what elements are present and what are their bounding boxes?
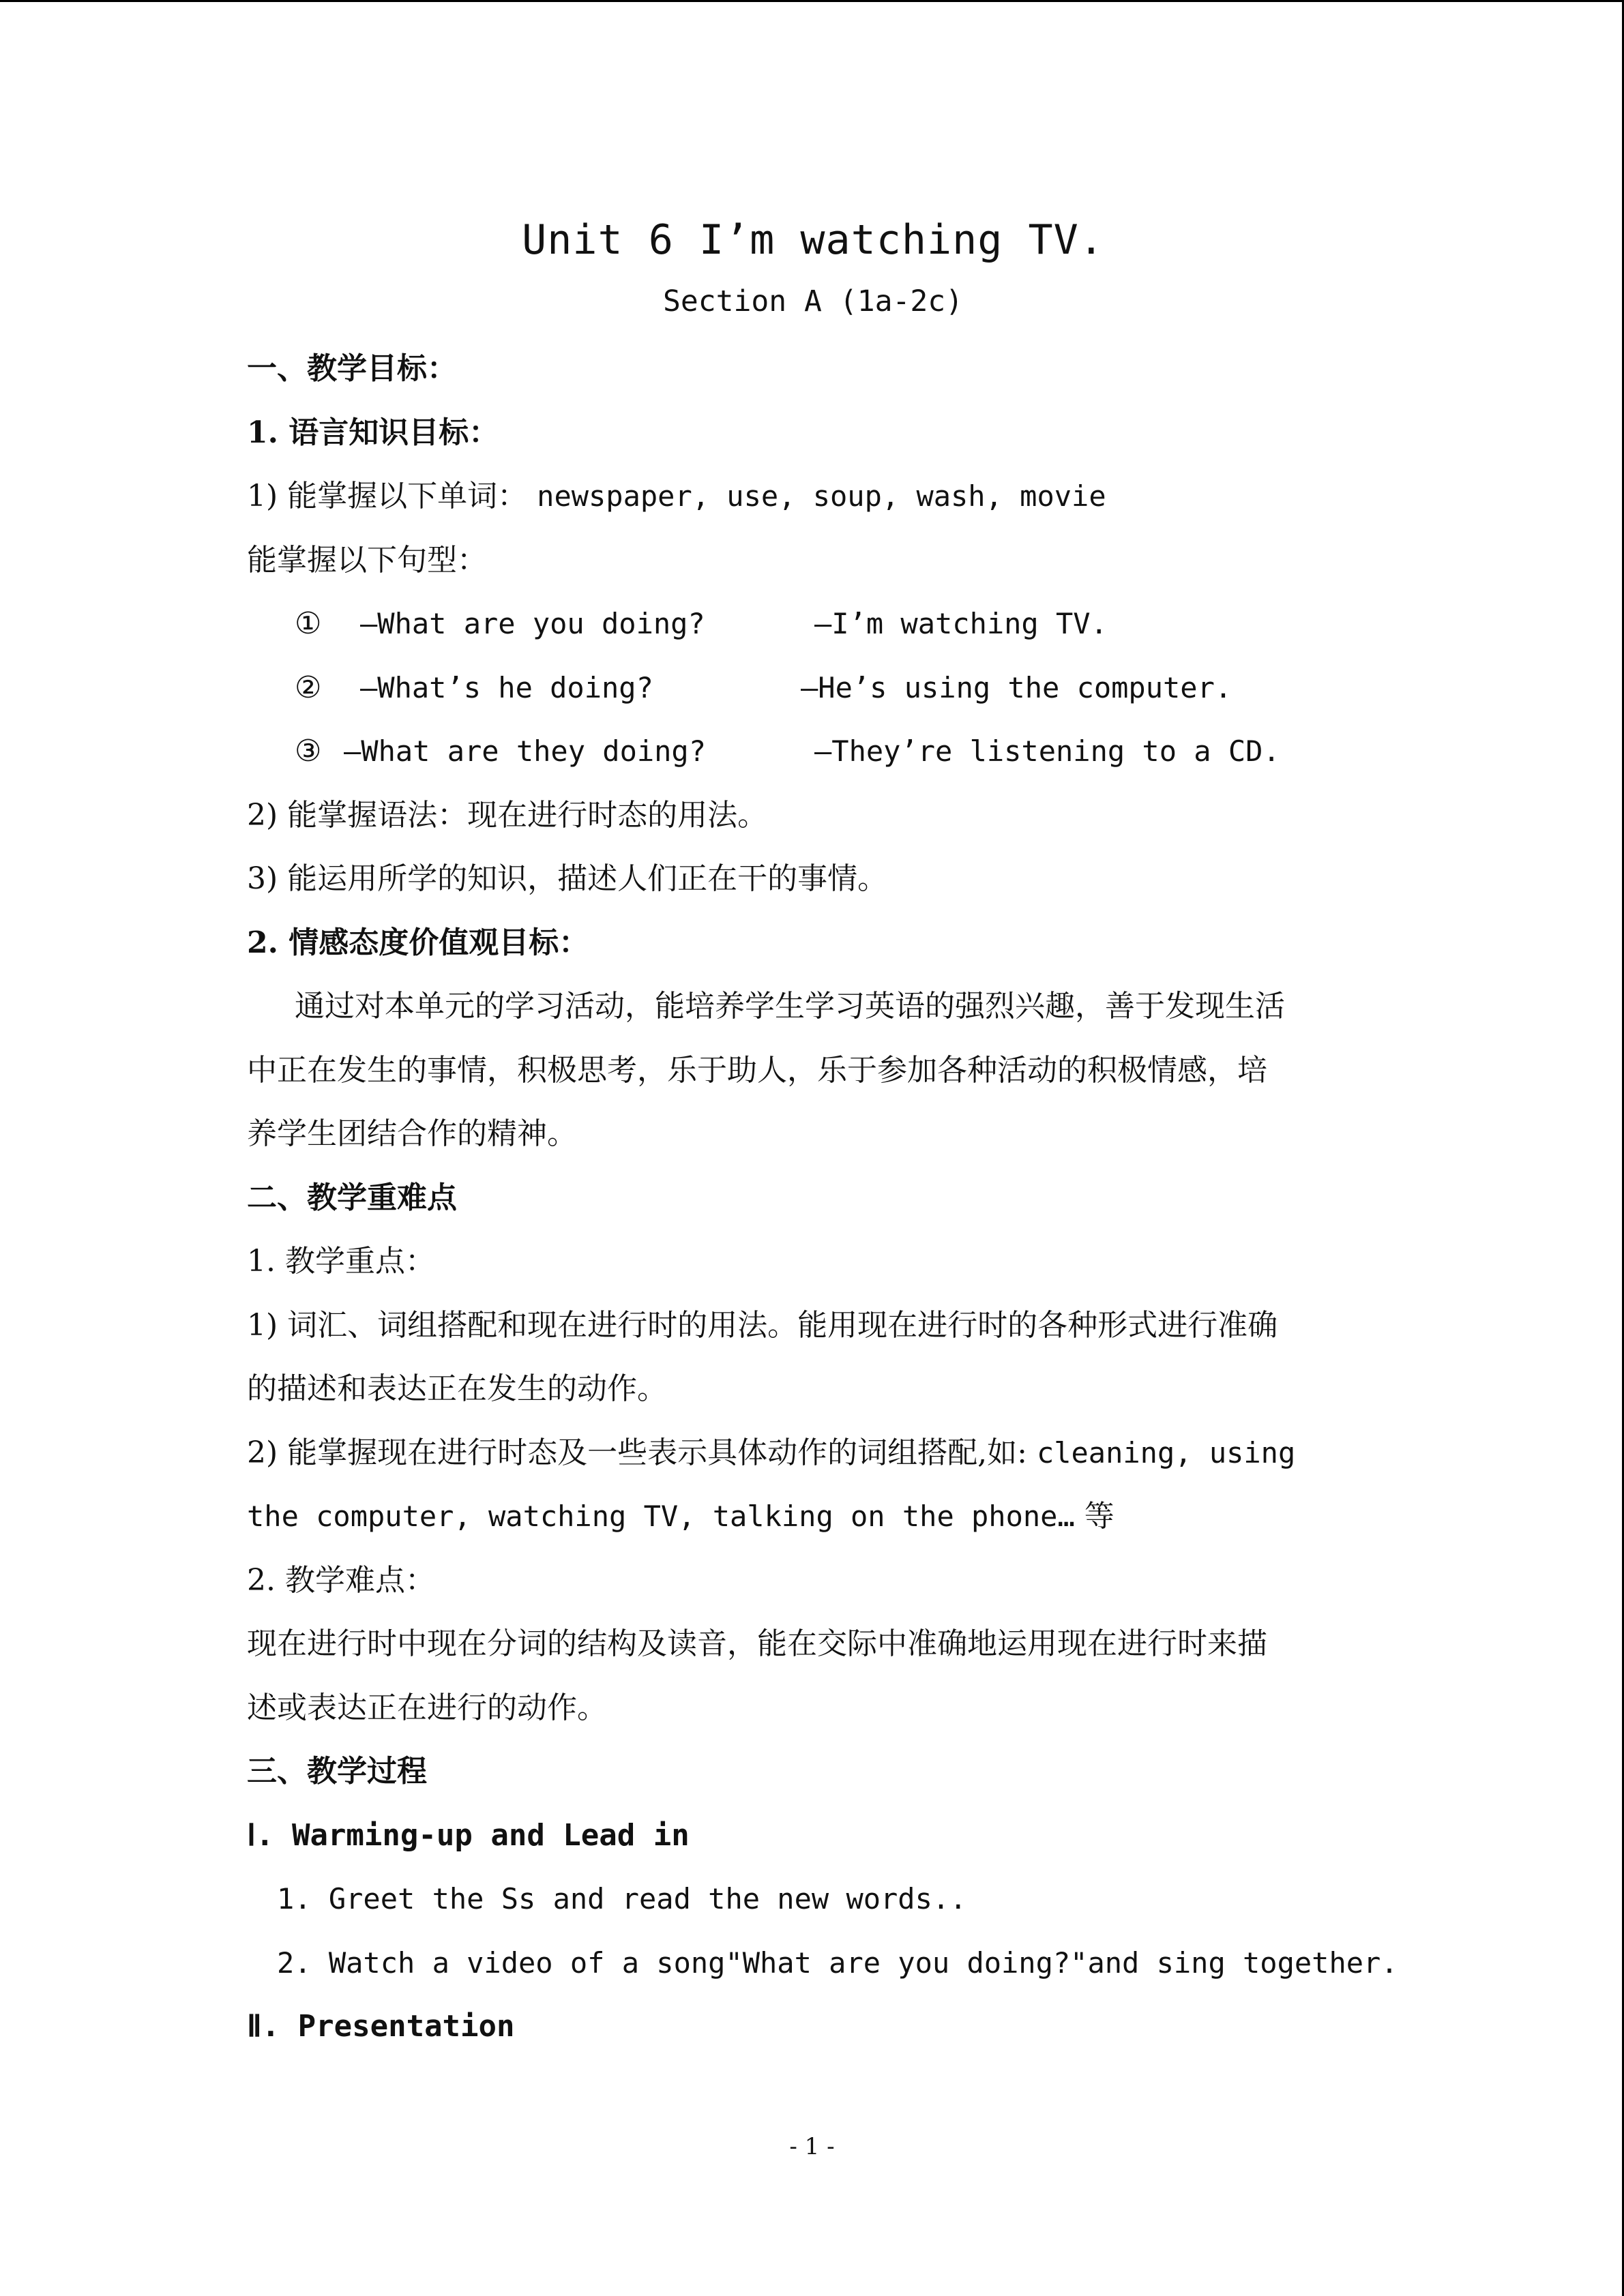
step-2-heading: Ⅱ. Presentation <box>247 2009 515 2044</box>
sentence-question: —What are they doing? <box>344 734 707 768</box>
key-point-2-cn: 2) 能掌握现在进行时态及一些表示具体动作的词组搭配,如: <box>247 1435 1037 1470</box>
page-number: - 1 - <box>789 2133 835 2160</box>
document-body <box>247 211 1398 2059</box>
grammar-line: 2) 能掌握语法：现在进行时态的用法。 <box>247 797 768 833</box>
emotion-heading: 2. 情感态度价值观目标： <box>247 925 589 960</box>
words-line-words: newspaper, use, soup, wash, movie <box>537 479 1106 513</box>
step-1-item-2: 2. Watch a video of a song"What are you doing?"and sing together. <box>277 1945 1398 1980</box>
key-points-heading: 二、教学重难点 <box>247 1180 457 1215</box>
sentence-number: ③ <box>295 734 322 769</box>
page-subtitle: Section A (1a-2c) <box>662 284 964 318</box>
step-1-heading: Ⅰ. Warming-up and Lead in <box>247 1817 690 1853</box>
words-line <box>247 464 1379 528</box>
sentence-question: —What are you doing? <box>360 607 705 640</box>
key-point-label: 1. 教学重点： <box>247 1244 435 1279</box>
sentence-row-1 <box>247 592 1379 656</box>
sentence-answer: —He’s using the computer. <box>801 670 1232 704</box>
objectives-heading: 一、教学目标： <box>247 351 457 386</box>
sentence-number: ① <box>295 606 322 641</box>
sentence-row-2 <box>247 656 1379 720</box>
difficulty-line-2: 述或表达正在进行的动作。 <box>247 1690 607 1725</box>
sentence-patterns-label: 能掌握以下句型： <box>247 542 487 578</box>
difficulty-label: 2. 教学难点： <box>247 1562 435 1598</box>
language-goal-heading: 1. 语言知识目标： <box>247 415 499 450</box>
emotion-paragraph-line-3: 养学生团结合作的精神。 <box>247 1116 577 1151</box>
sentence-answer: —I’m watching TV. <box>814 607 1108 640</box>
difficulty-line-1: 现在进行时中现在分词的结构及读音，能在交际中准确地运用现在进行时来描 <box>247 1626 1267 1661</box>
step-1-item-1: 1. Greet the Ss and read the new words.. <box>277 1882 967 1915</box>
key-point-1-line-2: 的描述和表达正在发生的动作。 <box>247 1371 667 1406</box>
sentence-number: ② <box>295 670 322 705</box>
page-title: Unit 6 I’m watching TV. <box>522 216 1104 264</box>
process-heading: 三、教学过程 <box>247 1754 427 1789</box>
sentence-row-3 <box>247 719 1379 784</box>
key-point-2-en: cleaning, using <box>1036 1435 1296 1470</box>
key-point-2-cn-suffix: 等 <box>1074 1499 1114 1534</box>
describe-line: 3) 能运用所学的知识，描述人们正在干的事情。 <box>247 861 888 896</box>
key-point-2-line-1 <box>247 1421 1379 1485</box>
sentence-question: —What’s he doing? <box>360 670 653 704</box>
sentence-answer: —They’re listening to a CD. <box>814 734 1280 768</box>
key-point-2-en-continued: the computer, watching TV, talking on the phone… <box>247 1500 1075 1533</box>
emotion-paragraph-line-1: 通过对本单元的学习活动，能培养学生学习英语的强烈兴趣，善于发现生活 <box>295 989 1285 1024</box>
page-top-border <box>0 0 1624 2</box>
key-point-1-line-1: 1) 词汇、词组搭配和现在进行时的用法。能用现在进行时的各种形式进行准确 <box>247 1307 1278 1343</box>
key-point-2-line-2 <box>247 1485 1379 1549</box>
emotion-paragraph-line-2: 中正在发生的事情，积极思考，乐于助人，乐于参加各种活动的积极情感，培 <box>247 1052 1267 1088</box>
words-line-prefix: 1) 能掌握以下单词： <box>247 479 528 513</box>
